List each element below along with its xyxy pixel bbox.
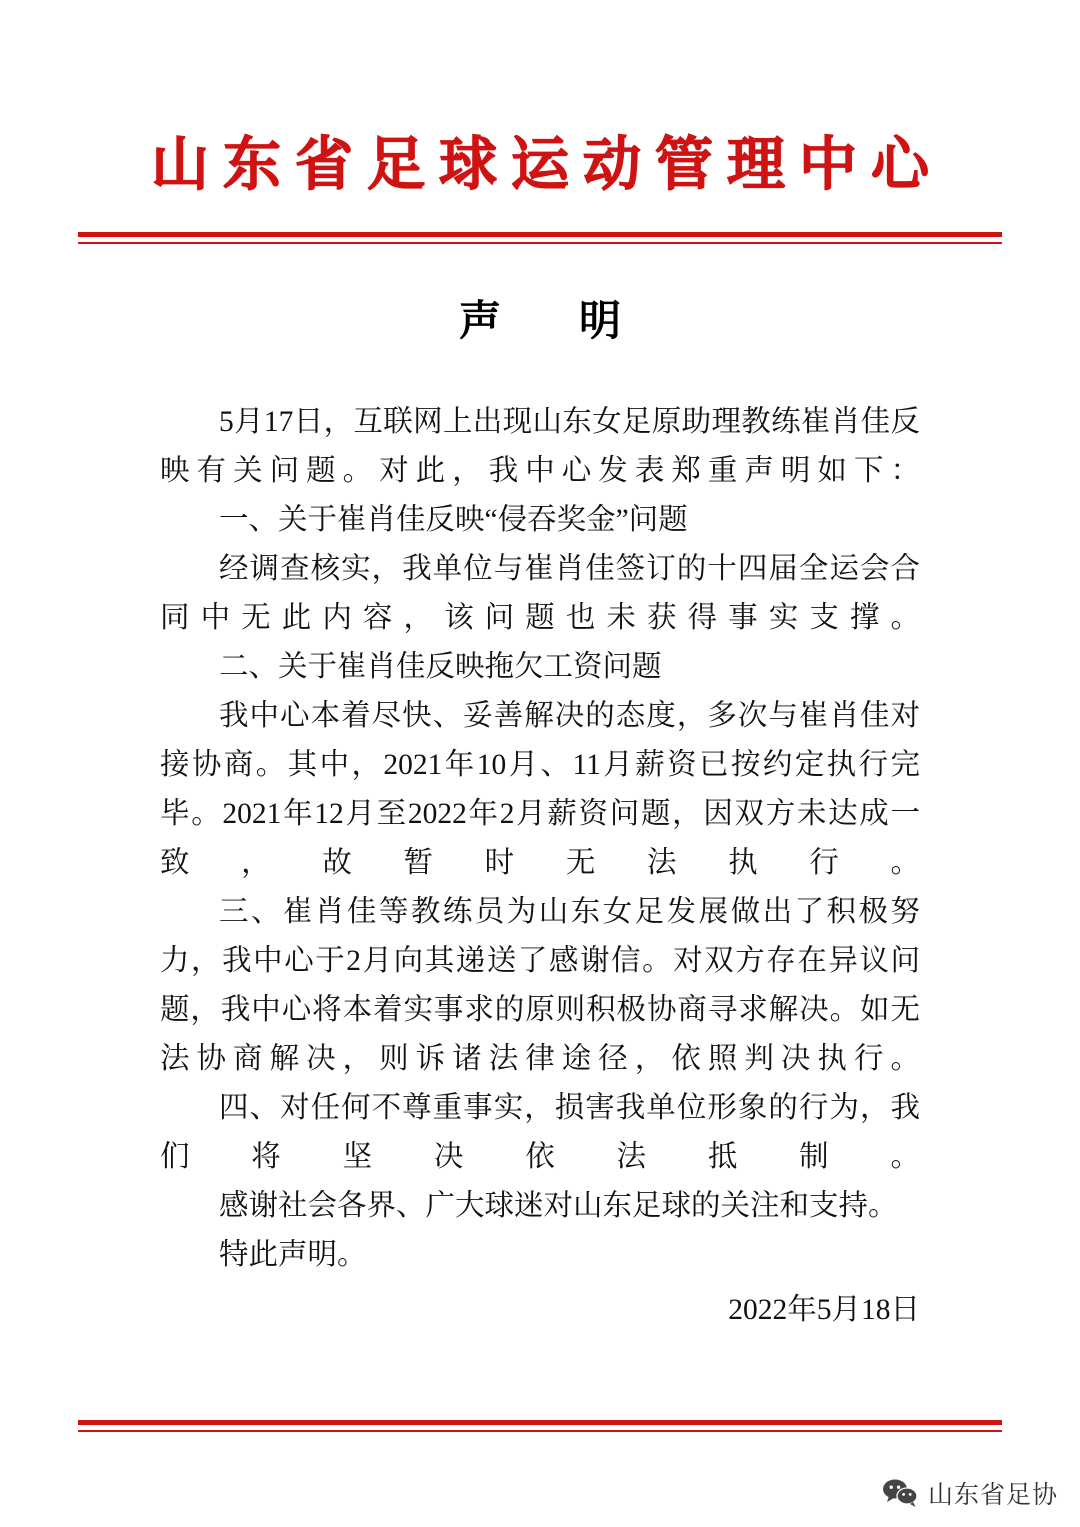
paragraph-4: 二、关于崔肖佳反映拖欠工资问题 [219,651,662,683]
page-title: 声 明 [458,299,639,345]
header-divider-thin [78,242,1002,244]
header-divider [78,232,1002,244]
letterhead-title: 山东省足球运动管理中心 [150,132,943,197]
paragraph-3: 经调查核实，我单位与崔肖佳签订的十四届全运会合同中无此内容，该问题也未获得事实支撑。 [160,553,920,634]
paragraph-1: 5月17日，互联网上出现山东女足原助理教练崔肖佳反映有关问题。对此，我中心发表郑重声明如下： [160,406,920,487]
paragraph-7: 四、对任何不尊重事实，损害我单位形象的行为，我们将坚决依法抵制。 [160,1092,920,1173]
footer-divider [78,1420,1002,1432]
letterhead [0,132,1080,199]
signature-date: 2022年5月18日 [728,1294,920,1326]
paragraph-6: 三、崔肖佳等教练员为山东女足发展做出了积极努力，我中心于2月向其递送了感谢信。对双方存在异议问题，我中心将本着实事求的原则积极协商寻求解决。如无法协商解决，则诉诸法律途径，依照判决执行。 [160,896,920,1075]
wechat-icon [882,1478,918,1508]
paragraph-8: 感谢社会各界、广大球迷对山东足球的关注和支持。 [219,1190,898,1222]
header-divider-thick [78,232,1002,237]
footer-divider-thin [78,1430,1002,1432]
paragraph-2: 一、关于崔肖佳反映“侵吞奖金”问题 [219,504,688,536]
paragraph-5: 我中心本着尽快、妥善解决的态度，多次与崔肖佳对接协商。其中，2021年10月、11月薪资已按约定执行完毕。2021年12月至2022年2月薪资问题，因双方未达成一致，故暂时无法执行。 [160,700,920,879]
footer-divider-thick [78,1420,1002,1425]
footer-badge [882,1475,1058,1511]
document-body [160,398,920,1335]
footer-label: 山东省足协 [927,1481,1058,1509]
paragraph-9: 特此声明。 [219,1239,367,1271]
